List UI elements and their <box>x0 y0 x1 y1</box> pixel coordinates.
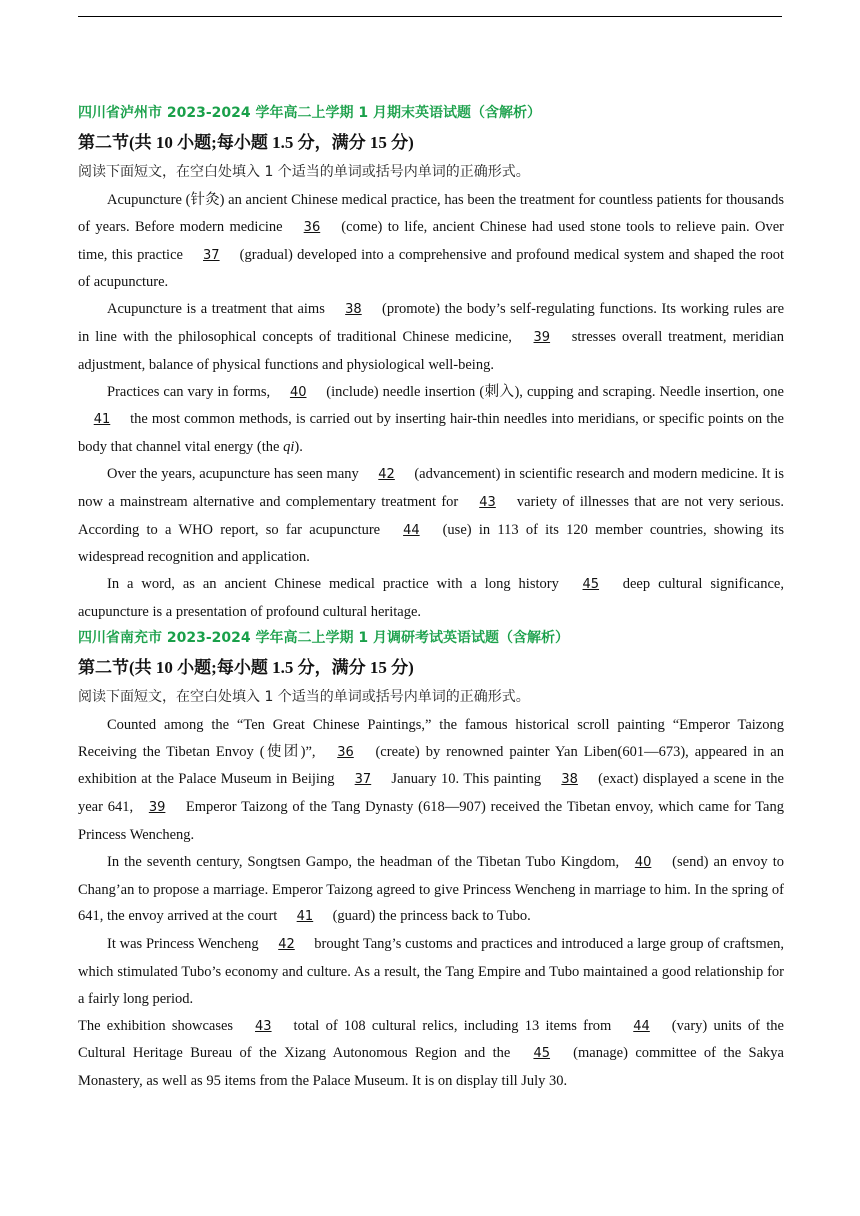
text: the most common methods, is carried out by inserting hair-thin needles into meridians, or specific points on the body that channel vital energy (the <box>78 411 784 456</box>
text: The exhibition showcases <box>78 1017 240 1034</box>
text: (send) an envoy to Chang’an to propose a marriage. Emperor Taizong agreed to give Princess Wencheng in marriage to him. In the spring of 641, the envoy arrived at the court <box>78 853 785 925</box>
paragraph <box>78 296 784 378</box>
paragraph <box>78 849 784 931</box>
blank-38: 38 <box>561 772 578 788</box>
blank-42: 42 <box>378 466 395 482</box>
blank-43: 43 <box>255 1018 272 1034</box>
blank-39: 39 <box>533 329 551 345</box>
exam-block-nanchong <box>78 628 784 1095</box>
blank-39: 39 <box>148 800 166 816</box>
text: deep cultural significance, acupuncture is a presentation of profound cultural heritage. <box>78 576 784 620</box>
text: (vary) units of the Cultural Heritage Bureau of the Xizang Autonomous Region and the <box>78 1017 784 1062</box>
text: (guard) the princess back to Tubo. <box>328 908 531 925</box>
source-title: 四川省泸州市 2023-2024 学年高二上学期 1 月期末英语试题（含解析） <box>78 105 541 121</box>
text: January 10. This painting <box>386 771 546 788</box>
text: (gradual) developed into a comprehensive and profound medical system and shaped the root of acupuncture. <box>78 246 784 291</box>
blank-38: 38 <box>345 302 362 318</box>
paragraph <box>78 1013 784 1095</box>
text: It was Princess Wencheng <box>107 936 263 953</box>
text: (manage) committee of the Sakya Monastery, as well as 95 items from the Palace Museum. It is on display till July 30. <box>78 1045 784 1090</box>
instruction: 阅读下面短文，在空白处填入 1 个适当的单词或括号内单词的正确形式。 <box>78 164 530 180</box>
paragraph <box>78 712 784 849</box>
text: (advancement) in scientific research and modern medicine. It is now a mainstream alternative and complementary treatment for <box>78 465 784 510</box>
text: brought Tang’s customs and practices and introduced a large group of craftsmen, which stimulated Tubo’s economy and culture. As a result, the Tang Empire and Tubo maintained a good relationship for a fairly long period. <box>78 936 785 1007</box>
blank-44: 44 <box>403 522 420 538</box>
text: In the seventh century, Songtsen Gampo, the headman of the Tibetan Tubo Kingdom, <box>107 853 620 870</box>
document-body <box>78 103 784 1095</box>
text: Counted among the “Ten Great Chinese Paintings,” the famous historical scroll painting “Emperor Taizong Receiving the Tibetan Envoy (使团)”, <box>78 716 784 760</box>
blank-42: 42 <box>278 937 295 953</box>
text: total of 108 cultural relics, including 13 items from <box>287 1017 618 1034</box>
paragraph <box>78 379 784 461</box>
text: In a word, as an ancient Chinese medical practice with a long history <box>107 576 567 593</box>
blank-45: 45 <box>533 1046 551 1062</box>
blank-41: 41 <box>296 909 314 925</box>
section-title: 第二节(共 10 小题;每小题 1.5 分，满分 15 分) <box>78 657 414 677</box>
text: Emperor Taizong of the Tang Dynasty (618—907) received the Tibetan envoy, which came for Tang Princess Wencheng. <box>78 799 784 843</box>
text: (create) by renowned painter Yan Liben(601—673), appeared in an exhibition at the Palace Museum in Beijing <box>78 743 784 788</box>
text: (exact) displayed a scene in the year 641, <box>78 771 784 816</box>
text: (come) to life, ancient Chinese had used stone tools to relieve pain. Over time, this practice <box>78 218 785 263</box>
source-title: 四川省南充市 2023-2024 学年高二上学期 1 月调研考试英语试题（含解析） <box>78 629 569 646</box>
text: ). <box>294 439 303 456</box>
blank-43: 43 <box>479 494 496 510</box>
text: Practices can vary in forms, <box>107 383 275 400</box>
paragraph <box>78 931 784 1012</box>
text: (include) needle insertion (刺入), cupping and scraping. Needle insertion, one <box>322 383 784 400</box>
exam-block-luzhou <box>78 103 784 626</box>
text: (promote) the body’s self-regulating functions. Its working rules are in line with the philosophical concepts of traditional Chinese medicine, <box>78 301 784 345</box>
instruction: 阅读下面短文，在空白处填入 1 个适当的单词或括号内单词的正确形式。 <box>78 688 530 705</box>
blank-44: 44 <box>633 1018 650 1034</box>
blank-40: 40 <box>289 384 307 400</box>
blank-45: 45 <box>582 577 600 593</box>
paragraph <box>78 571 784 626</box>
blank-36: 36 <box>337 744 354 760</box>
blank-36: 36 <box>303 219 321 235</box>
blank-40: 40 <box>634 854 652 870</box>
paragraph <box>78 187 784 296</box>
text: (use) in 113 of its 120 member countries, showing its widespread recognition and application. <box>78 521 784 566</box>
section-title: 第二节(共 10 小题;每小题 1.5 分，满分 15 分) <box>78 133 414 152</box>
text: Over the years, acupuncture has seen many <box>107 465 363 482</box>
text: Acupuncture is a treatment that aims <box>107 301 330 318</box>
header-rule <box>78 16 782 17</box>
text: stresses overall treatment, meridian adjustment, balance of physical functions and physiological well-being. <box>78 328 784 373</box>
italic-term: qi <box>283 439 295 456</box>
text: Acupuncture (针灸) an ancient Chinese medical practice, has been the treatment for countless patients for thousands of years. Before modern medicine <box>78 192 784 235</box>
paragraph <box>78 461 784 571</box>
blank-37: 37 <box>354 772 372 788</box>
blank-41: 41 <box>93 412 111 428</box>
text: variety of illnesses that are not very serious. According to a WHO report, so far acupuncture <box>78 493 784 538</box>
blank-37: 37 <box>203 247 220 263</box>
